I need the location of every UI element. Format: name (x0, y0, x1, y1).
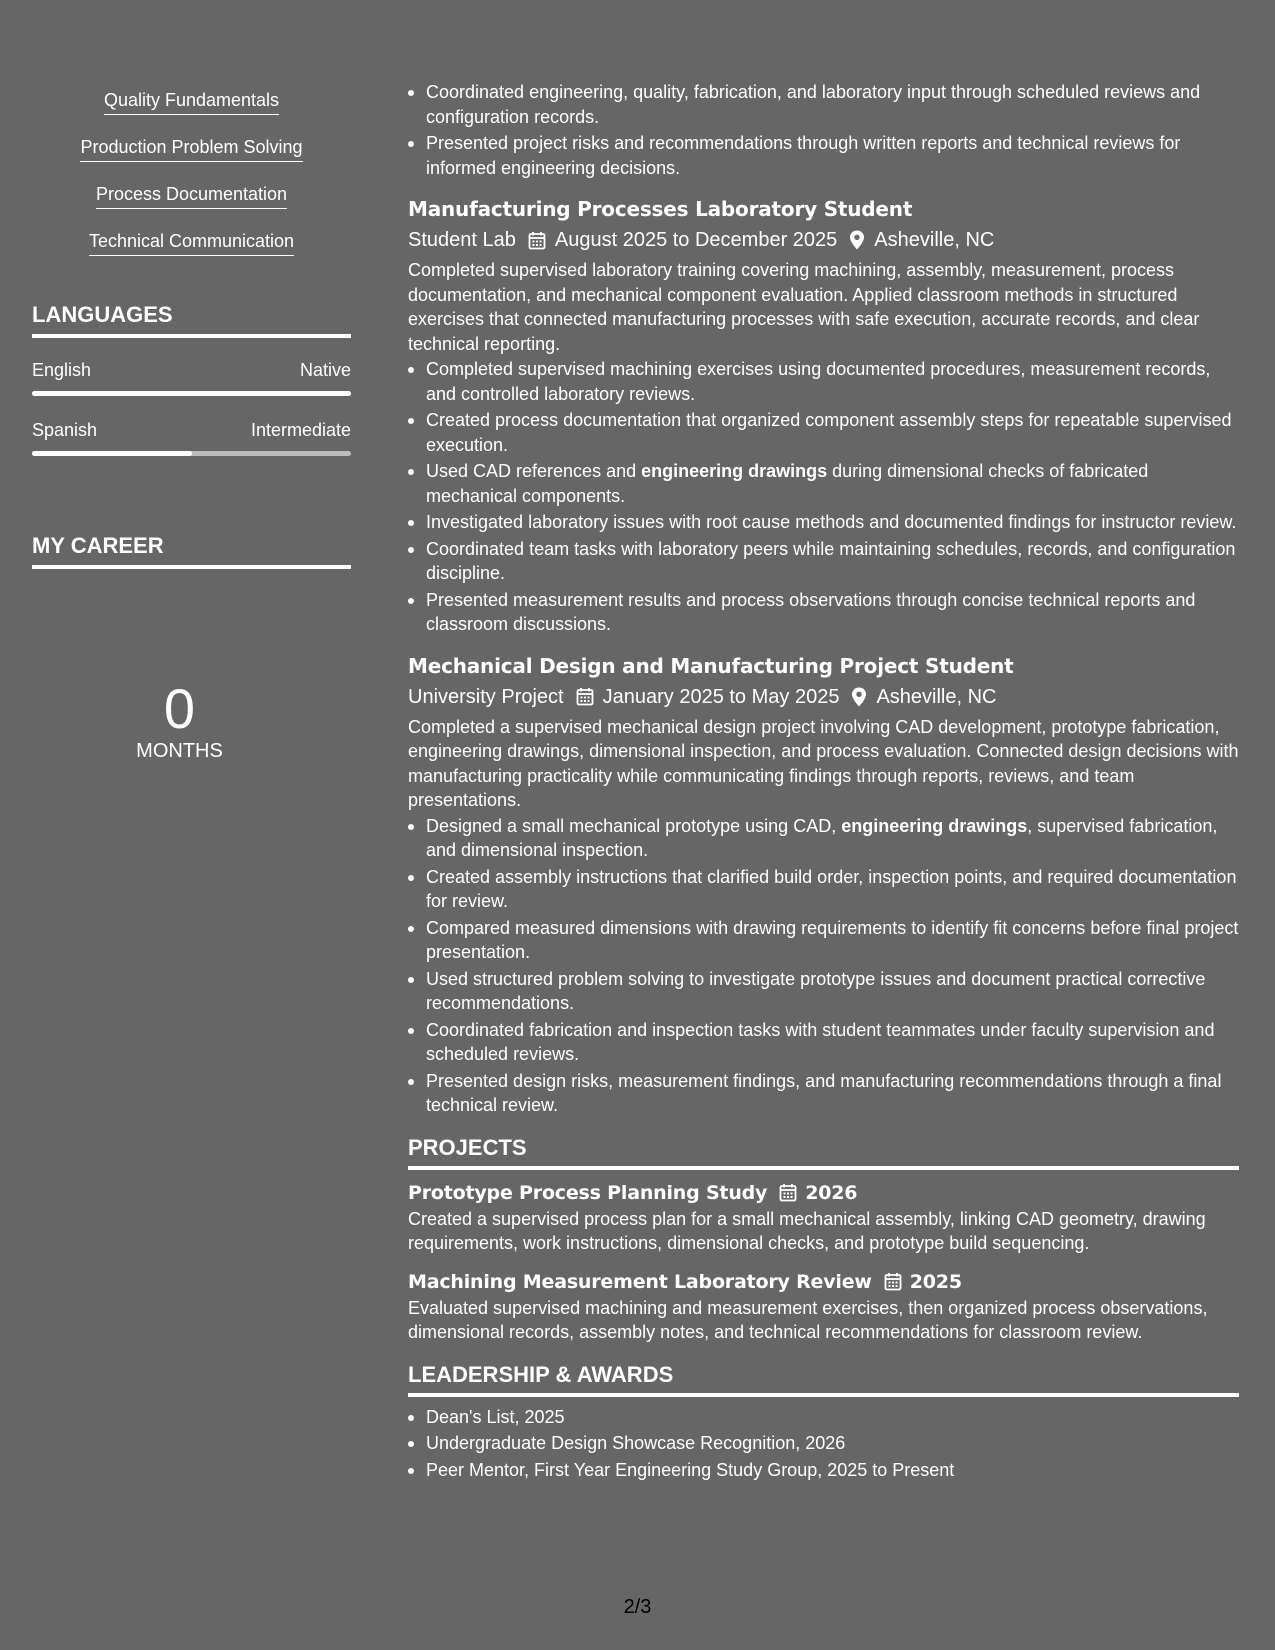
bullet-text: Designed a small mechanical prototype using CAD, (426, 815, 842, 836)
experience-entry (408, 652, 1239, 1118)
list-item (408, 459, 1239, 508)
language-proficiency-bar (32, 391, 351, 396)
experience-entry (408, 195, 1239, 637)
skill-item: Process Documentation (96, 182, 287, 209)
map-pin-icon (851, 687, 867, 707)
list-item: Presented measurement results and process observations through concise technical reports and classroom discussions. (408, 588, 1239, 637)
list-item (408, 814, 1239, 863)
bullet-text: during dimensional checks of fabricated mechanical components. (426, 461, 1149, 506)
calendar-icon (528, 231, 546, 250)
sidebar (32, 0, 351, 763)
project-description: Evaluated supervised machining and measurement exercises, then organized process observations, dimensional records, assembly notes, and technical recommendations for classroom review. (408, 1297, 1208, 1342)
list-item: Created process documentation that organized component assembly steps for repeatable supervised execution. (408, 408, 1239, 457)
project-year: 2025 (909, 1270, 962, 1293)
job-meta (408, 682, 1239, 712)
career-section (32, 532, 351, 763)
continued-bullets (408, 0, 1239, 180)
skill-item: Quality Fundamentals (104, 88, 279, 115)
project-title-row (408, 1179, 1239, 1207)
list-item: Created assembly instructions that clarified build order, inspection points, and required documentation for review. (408, 865, 1239, 914)
bullet-keyword: engineering drawings (641, 461, 828, 481)
career-months (32, 679, 327, 763)
awards-list (408, 1405, 1239, 1483)
list-item: Completed supervised machining exercises using documented procedures, measurement records, and controlled laboratory reviews. (408, 357, 1239, 406)
language-spanish (32, 418, 351, 456)
job-summary: Completed supervised laboratory training covering machining, assembly, measurement, process documentation, and mechanical component evaluation. Applied classroom methods in structured exercises that connected manufacturing processes with safe execution, accurate records, and clear technical reporting. (408, 260, 1200, 354)
language-proficiency-fill (32, 451, 192, 456)
list-item: Investigated laboratory issues with root cause methods and documented findings for instructor review. (408, 510, 1239, 535)
job-bullets (408, 814, 1239, 1118)
languages-heading: LANGUAGES (32, 301, 351, 338)
language-proficiency-fill (32, 391, 351, 396)
skill-item: Production Problem Solving (80, 135, 302, 162)
bullet-text: Used CAD references and (426, 461, 642, 481)
job-title: Manufacturing Processes Laboratory Student (408, 197, 913, 221)
job-summary: Completed a supervised mechanical design project involving CAD development, prototype fabrication, engineering drawings, dimensional inspection, and process evaluation. Connected design decisions with manufacturing practicality while communicating findings through reports, reviews, and team presentations. (408, 716, 1239, 810)
job-bullets (408, 357, 1239, 637)
language-name: English (32, 360, 92, 380)
languages-section (32, 301, 351, 456)
list-item: Dean's List, 2025 (408, 1405, 1239, 1430)
page-number: 2/3 (623, 1596, 652, 1618)
career-months-unit: MONTHS (136, 740, 223, 762)
calendar-icon (884, 1272, 902, 1291)
job-organization: University Project (408, 685, 564, 708)
list-item: Presented project risks and recommendations through written reports and technical reviews for informed engineering decisions. (408, 131, 1239, 180)
skills-list (32, 0, 351, 256)
project-entry (408, 1179, 1239, 1256)
bullet-text: , supervised fabrication, and dimensional inspection. (426, 815, 1218, 860)
language-english (32, 358, 351, 396)
list-item: Presented design risks, measurement findings, and manufacturing recommendations through a final technical review. (408, 1069, 1239, 1118)
career-months-value: 0 (163, 677, 196, 740)
project-entry (408, 1268, 1239, 1345)
list-item: Compared measured dimensions with drawing requirements to identify fit concerns before final project presentation. (408, 916, 1239, 965)
language-name: Spanish (32, 420, 98, 440)
job-organization: Student Lab (408, 229, 516, 251)
language-level: Intermediate (250, 420, 351, 440)
project-description: Created a supervised process plan for a small mechanical assembly, linking CAD geometry, drawing requirements, work instructions, dimensional checks, and prototype build sequencing. (408, 1208, 1206, 1253)
calendar-icon (779, 1183, 797, 1202)
project-title-row (408, 1268, 1239, 1296)
project-year: 2026 (805, 1181, 858, 1204)
job-dates: August 2025 to December 2025 (554, 229, 838, 251)
project-title: Machining Measurement Laboratory Review (408, 1270, 872, 1293)
job-title: Mechanical Design and Manufacturing Project Student (408, 653, 1014, 678)
project-title: Prototype Process Planning Study (408, 1181, 768, 1204)
list-item: Undergraduate Design Showcase Recognition, 2026 (408, 1431, 1239, 1456)
job-meta (408, 225, 1239, 255)
main-content (408, 0, 1239, 1484)
list-item: Coordinated fabrication and inspection tasks with student teammates under faculty supervision and scheduled reviews. (408, 1018, 1239, 1067)
language-proficiency-bar (32, 451, 351, 456)
list-item: Peer Mentor, First Year Engineering Study Group, 2025 to Present (408, 1458, 1239, 1483)
list-item: Coordinated team tasks with laboratory peers while maintaining schedules, records, and configuration discipline. (408, 537, 1239, 586)
skill-item: Technical Communication (89, 229, 294, 256)
bullet-keyword: engineering drawings (841, 815, 1028, 836)
job-location: Asheville, NC (876, 685, 997, 708)
projects-heading: PROJECTS (408, 1134, 1239, 1170)
calendar-icon (576, 687, 594, 706)
map-pin-icon (849, 230, 865, 250)
job-location: Asheville, NC (874, 229, 995, 251)
job-dates: January 2025 to May 2025 (602, 685, 840, 708)
list-item: Coordinated engineering, quality, fabrication, and laboratory input through scheduled reviews and configuration records. (408, 80, 1239, 129)
career-heading: MY CAREER (32, 532, 351, 569)
list-item: Used structured problem solving to investigate prototype issues and document practical corrective recommendations. (408, 967, 1239, 1016)
language-level: Native (299, 360, 351, 380)
awards-heading: LEADERSHIP & AWARDS (408, 1361, 1239, 1397)
